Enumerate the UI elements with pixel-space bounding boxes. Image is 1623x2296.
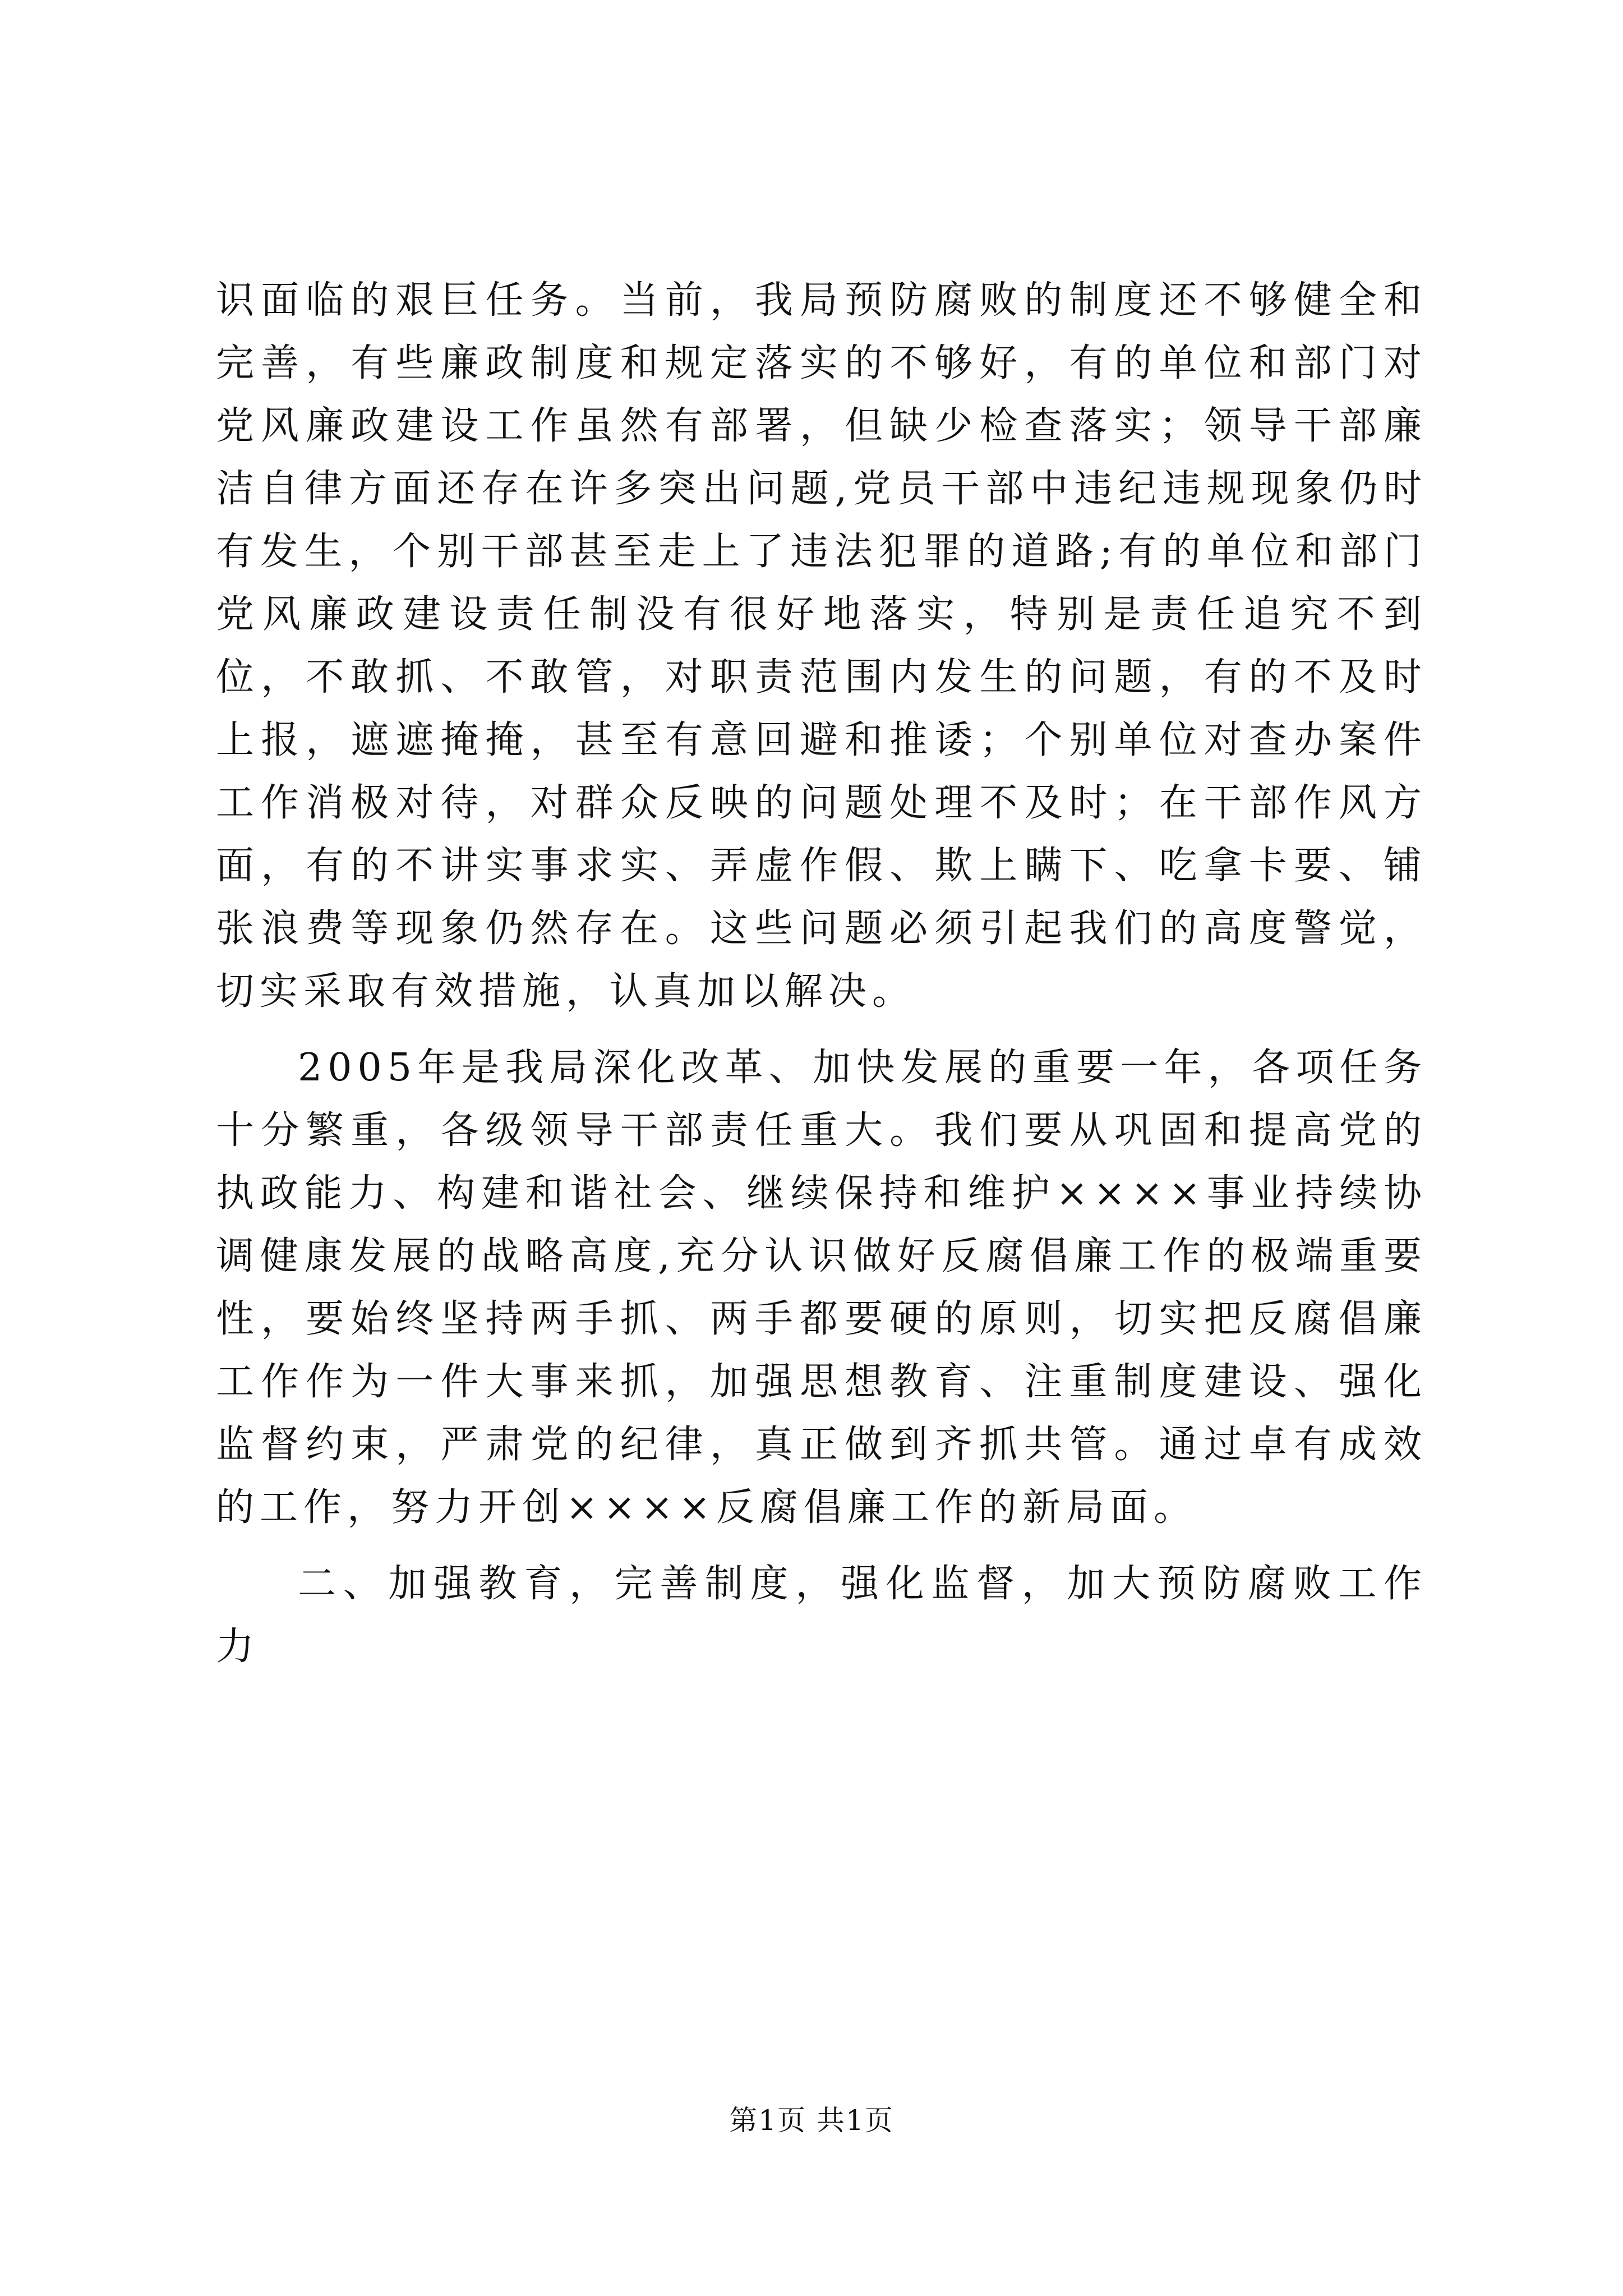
page-footer: 第1页 共1页 <box>729 2104 894 2137</box>
paragraph-2: 2005年是我局深化改革、加快发展的重要一年，各项任务十分繁重，各级领导干部责任重大。我们要从巩固和提高党的执政能力、构建和谐社会、继续保持和维护××××事业持续协调健康发展的战略高度,充分认识做好反腐倡廉工作的极端重要性，要始终坚持两手抓、两手都要硬的原则，切实把反腐倡廉工作作为一件大事来抓，加强思想教育、注重制度建设、强化监督约束，严肃党的纪律，真正做到齐抓共管。通过卓有成效的工作，努力开创××××反腐倡廉工作的新局面。 <box>216 1046 1427 1530</box>
paragraph-1: 识面临的艰巨任务。当前，我局预防腐败的制度还不够健全和完善，有些廉政制度和规定落实的不够好，有的单位和部门对党风廉政建设工作虽然有部署，但缺少检查落实；领导干部廉洁自律方面还存在许多突出问题,党员干部中违纪违规现象仍时有发生，个别干部甚至走上了违法犯罪的道路;有的单位和部门党风廉政建设责任制没有很好地落实，特别是责任追究不到位，不敢抓、不敢管，对职责范围内发生的问题，有的不及时上报，遮遮掩掩，甚至有意回避和推诿；个别单位对查办案件工作消极对待，对群众反映的问题处理不及时；在干部作风方面，有的不讲实事求实、弄虚作假、欺上瞒下、吃拿卡要、铺张浪费等现象仍然存在。这些问题必须引起我们的高度警觉，切实采取有效措施，认真加以解决。 <box>216 278 1427 1014</box>
paragraph-3-heading: 二、加强教育，完善制度，强化监督，加大预防腐败工作力 <box>216 1562 1427 1669</box>
document-body <box>216 269 1427 1678</box>
